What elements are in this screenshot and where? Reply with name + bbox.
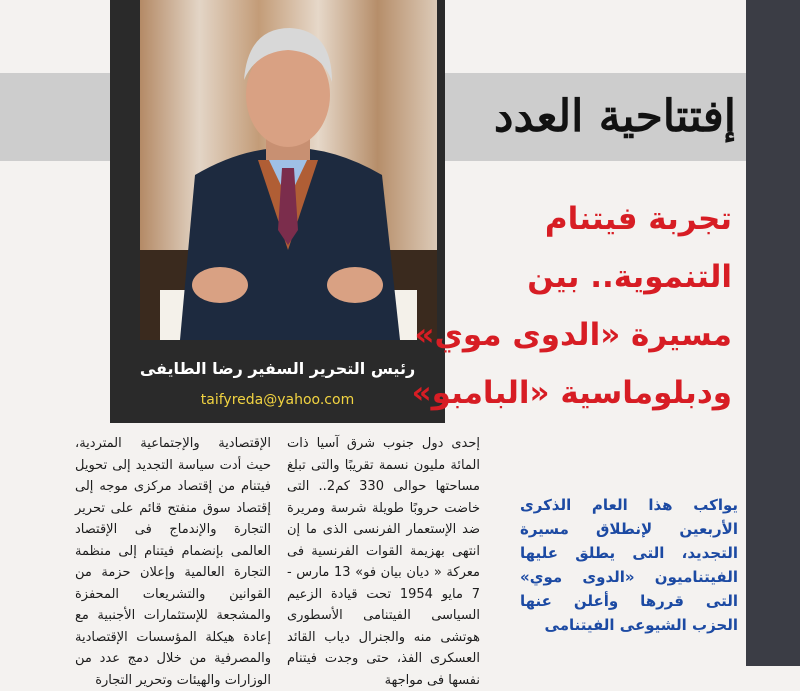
headline-line: مسيرة «الدوى موي» [414,317,732,353]
headline-line: التنموية.. بين [527,259,732,295]
editor-portrait-icon [140,0,437,340]
editor-photo [140,0,437,340]
headline-line: ودبلوماسية «البامبو» [411,375,732,411]
headline [411,190,732,422]
body-column-left: الإقتصادية والإجتماعية المتردية، حيث أدت سياسة التجديد إلى تحويل فيتنام من إقتصاد مركزى موجه إلى إقتصاد سوق منفتح قائم على تحرير التجارة والإندماج فى الإقتصاد العالمى بإنضمام فيتنام إلى منظمة التجارة العالمية وإعلان حزمة من القوانين والتشريعات المحفزة والمشجعة للإستثمارات الأجنبية مع إعادة هيكلة المؤسسات الإقتصادية والمصرفية من خلال دمج عدد من الوزارات والهيئات وتحرير التجارة [75,436,271,688]
side-strip [746,0,800,666]
column-title: إفتتاحية العدد [493,91,736,142]
editor-email: taifyreda@yahoo.com [200,392,355,408]
photo-caption: رئيس التحرير السفير رضا الطايفى [139,359,416,378]
body-column-middle: إحدى دول جنوب شرق آسيا ذات المائة مليون نسمة تقريبًا والتى تبلغ مساحتها حوالى 330 كم2.. التى خاضت حروبًا طويلة شرسة ومريرة ضد الإستعمار الفرنسى الذى ما إن انتهى بهزيمة القوات الفرنسية فى معركة « ديان بيان فو» 13 مارس - 7 مايو 1954 تحت قيادة الزعيم السياسى الفيتنامى الأسطورى هوتشى منه والجنرال دياب القائد العسكرى الفذ، حتى وجدت فيتنام نفسها فى مواجهة [287,436,480,688]
intro-column: يواكب هذا العام الذكرى الأربعين لإنطلاق مسيرة التجديد، التى يطلق عليها الفيتناميون «الدوى موي» التى قررها وأعلن عنها الحزب الشيوعى الفيتنامى [520,496,738,634]
headline-line: تجربة فيتنام [544,201,732,237]
